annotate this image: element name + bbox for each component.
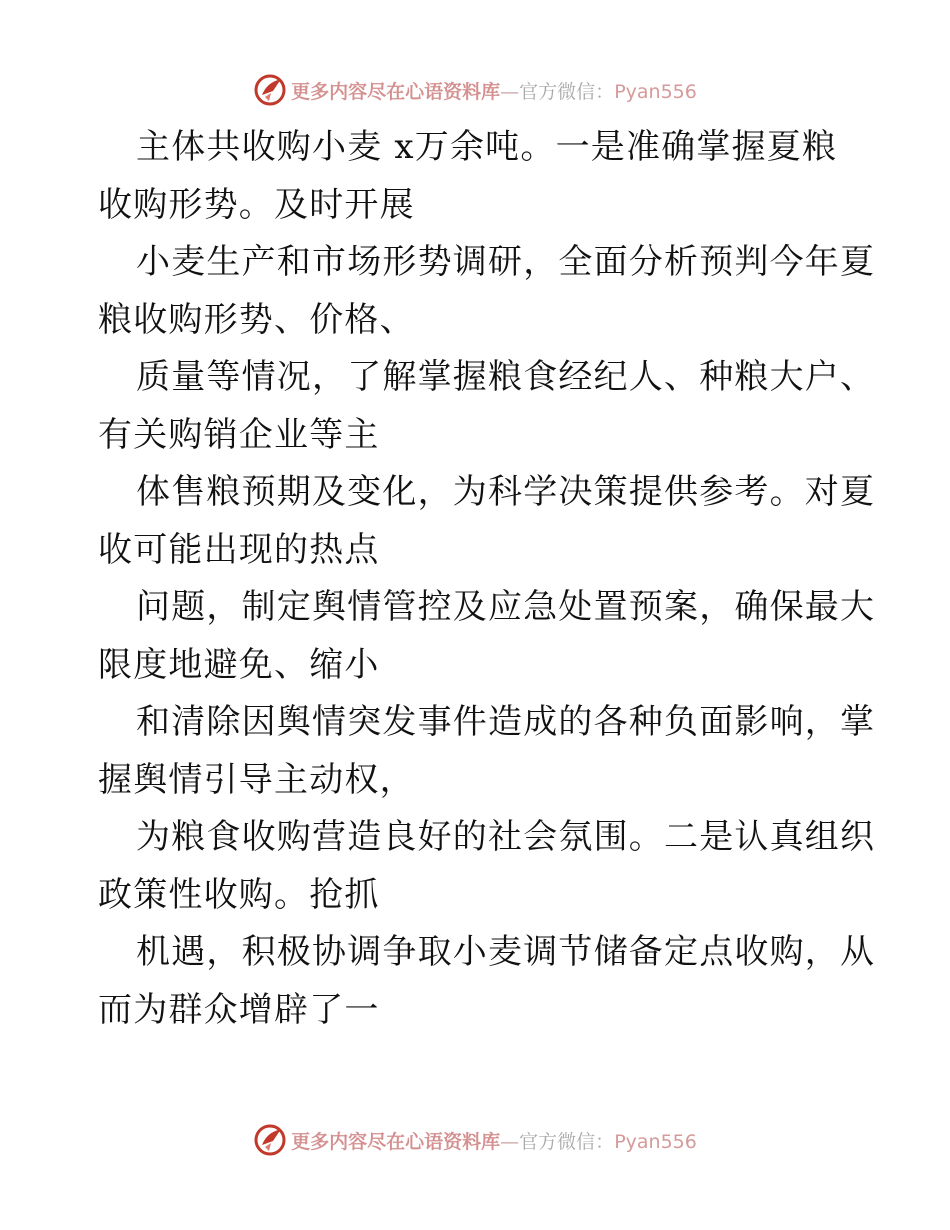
ribbon-seal-icon — [253, 1123, 287, 1157]
watermark-text — [291, 1127, 697, 1154]
paragraph — [98, 809, 876, 924]
paragraph-line: 政策性收购。抢抓 — [98, 874, 380, 915]
paragraph-line: 机遇，积极协调争取小麦调节储备定点收购，从 — [136, 932, 876, 972]
paragraph — [98, 349, 876, 464]
paragraph — [98, 694, 876, 809]
watermark-text — [291, 77, 697, 104]
header-watermark — [0, 70, 950, 110]
watermark-label: 官方微信： — [519, 1130, 615, 1153]
paragraph-line: 质量等情况，了解掌握粮食经纪人、种粮大户、 — [136, 357, 876, 397]
watermark-brand: 更多内容尽在心语资料库 — [291, 1130, 501, 1153]
paragraph-line: 收可能出现的热点 — [98, 529, 380, 570]
paragraph — [98, 234, 876, 349]
watermark-brand: 更多内容尽在心语资料库 — [291, 80, 501, 103]
watermark-handle: Pyan556 — [614, 1130, 697, 1153]
paragraph-line: 限度地避免、缩小 — [98, 644, 380, 685]
paragraph-line: 问题，制定舆情管控及应急处置预案，确保最大 — [136, 587, 876, 627]
paragraph — [98, 579, 876, 694]
paragraph-line: 和清除因舆情突发事件造成的各种负面影响，掌 — [136, 702, 876, 742]
paragraph — [98, 924, 876, 1039]
paragraph-line: 体售粮预期及变化，为科学决策提供参考。对夏 — [136, 472, 876, 512]
paragraph — [98, 119, 858, 234]
paragraph-line: 为粮食收购营造良好的社会氛围。二是认真组织 — [136, 817, 876, 857]
paragraph-line: 粮收购形势、价格、 — [98, 299, 415, 340]
paragraph-line: 有关购销企业等主 — [98, 414, 380, 455]
paragraph — [98, 464, 876, 579]
paragraph-line: 而为群众增辟了一 — [98, 989, 380, 1030]
watermark-label: 官方微信： — [519, 80, 615, 103]
watermark-dash: — — [500, 80, 520, 103]
ribbon-seal-icon — [253, 73, 287, 107]
footer-watermark — [0, 1120, 950, 1160]
document-body — [98, 119, 876, 1039]
paragraph-line: 收购形势。及时开展 — [98, 184, 415, 225]
watermark-dash: — — [500, 1130, 520, 1153]
paragraph-line: 握舆情引导主动权， — [98, 759, 415, 800]
watermark-handle: Pyan556 — [614, 80, 697, 103]
paragraph-line: 主体共收购小麦 x万余吨。一是准确掌握夏粮 — [136, 127, 838, 167]
paragraph-line: 小麦生产和市场形势调研，全面分析预判今年夏 — [136, 242, 876, 282]
